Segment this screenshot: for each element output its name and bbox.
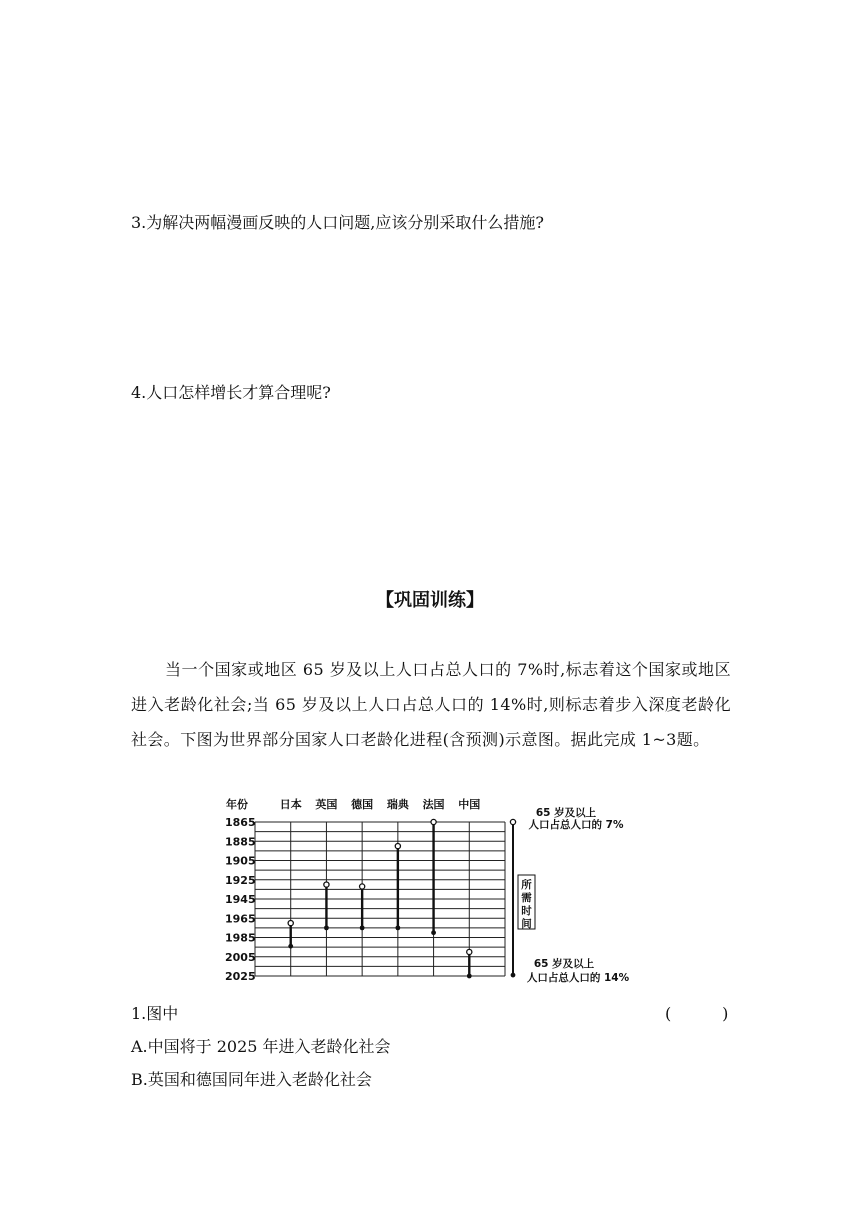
series-end-marker	[467, 974, 472, 979]
intro-line: 龄化社会。下图为世界部分国家人口老龄化进程(含预测)示意图。据此完成 1~3	[131, 695, 731, 749]
intro-line: 题。	[676, 730, 710, 749]
series-start-marker	[431, 819, 436, 824]
year-header: 年份	[226, 798, 248, 811]
question-3: 3.为解决两幅漫画反映的人口问题,应该分别采取什么措施?	[131, 213, 544, 232]
series-end-marker	[431, 930, 436, 935]
country-label: 日本	[279, 798, 302, 811]
series-end-marker	[395, 925, 400, 930]
chart-year-labels	[225, 797, 256, 983]
country-label: 英国	[315, 798, 338, 811]
legend-box-char: 所	[521, 879, 532, 891]
year-tick-label: 2025	[225, 970, 256, 983]
series-start-marker	[288, 920, 293, 925]
year-tick-label: 1905	[225, 854, 256, 868]
series-start-marker	[467, 949, 472, 954]
option-a: A.中国将于 2025 年进入老龄化社会	[131, 1037, 391, 1056]
legend-start-marker	[510, 819, 515, 824]
country-label: 中国	[458, 798, 481, 811]
chart-legend	[510, 806, 629, 984]
aging-process-chart	[222, 795, 652, 987]
year-tick-label: 1865	[225, 816, 256, 829]
legend-box-char: 时	[521, 905, 532, 917]
legend-top-line2: 人口占总人口的 7%	[528, 819, 624, 831]
question-1-stem: 1.图中	[131, 1004, 179, 1023]
section-title: 【巩固训练】	[376, 590, 484, 611]
answer-bracket: ( )	[665, 1004, 729, 1023]
legend-box-char: 间	[521, 918, 532, 930]
legend-bottom-line2: 人口占总人口的 14%	[526, 972, 630, 984]
legend-top-line1: 65 岁及以上	[535, 807, 597, 819]
series-end-marker	[288, 944, 293, 949]
legend-end-marker	[511, 973, 516, 978]
series-end-marker	[360, 925, 365, 930]
series-start-marker	[395, 843, 400, 848]
year-tick-label: 1945	[225, 893, 256, 906]
intro-line: 区进入老龄化社会;当 65 岁及以上人口占总人口的 14%时,则标志着步入深度老	[131, 660, 731, 714]
chart-country-labels	[280, 797, 481, 811]
country-label: 德国	[351, 798, 374, 811]
series-start-marker	[324, 882, 329, 887]
year-tick-label: 1985	[225, 931, 256, 945]
intro-paragraph	[131, 652, 731, 757]
question-4: 4.人口怎样增长才算合理呢?	[131, 383, 331, 402]
country-label: 法国	[422, 798, 445, 811]
option-b: B.英国和德国同年进入老龄化社会	[131, 1070, 372, 1089]
intro-line: 当一个国家或地区 65 岁及以上人口占总人口的 7%时,标志着这个国家或地	[165, 660, 715, 679]
country-label: 瑞典	[386, 798, 409, 811]
legend-box-char: 需	[521, 892, 532, 904]
year-tick-label: 2005	[225, 950, 256, 964]
series-start-marker	[360, 884, 365, 889]
series-end-marker	[324, 925, 329, 930]
legend-bottom-line1: 65 岁及以上	[533, 958, 595, 970]
year-tick-label: 1965	[225, 912, 256, 926]
year-tick-label: 1885	[225, 835, 256, 849]
year-tick-label: 1925	[225, 873, 256, 887]
